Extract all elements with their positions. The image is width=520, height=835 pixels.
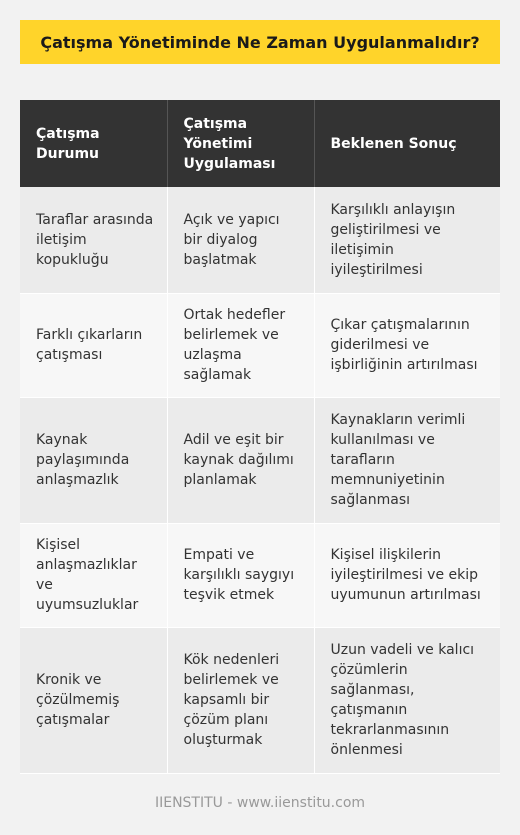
cell-practice: Açık ve yapıcı bir diyalog başlatmak xyxy=(167,187,314,293)
footer-credit: IIENSTITU - www.iienstitu.com xyxy=(154,795,366,811)
cell-situation: Farklı çıkarların çatışması xyxy=(20,293,167,397)
table-row xyxy=(20,397,500,523)
table-row xyxy=(20,627,500,773)
cell-result: Kişisel ilişkilerin iyileştirilmesi ve ekip uyumunun artırılması xyxy=(314,523,500,627)
cell-practice: Kök nedenleri belirlemek ve kapsamlı bir çözüm planı oluşturmak xyxy=(167,627,314,773)
table-row xyxy=(20,187,500,293)
cell-result: Çıkar çatışmalarının giderilmesi ve işbirliğinin artırılması xyxy=(314,293,500,397)
cell-practice: Ortak hedefler belirlemek ve uzlaşma sağlamak xyxy=(167,293,314,397)
cell-result: Uzun vadeli ve kalıcı çözümlerin sağlanması, çatışmanın tekrarlanmasının önlenmesi xyxy=(314,627,500,773)
cell-result: Karşılıklı anlayışın geliştirilmesi ve iletişimin iyileştirilmesi xyxy=(314,187,500,293)
page-title: Çatışma Yönetiminde Ne Zaman Uygulanmalıdır? xyxy=(40,32,480,52)
header-expected-result: Beklenen Sonuç xyxy=(314,100,500,187)
title-banner xyxy=(20,20,500,64)
table-header-row xyxy=(20,100,500,187)
cell-result: Kaynakların verimli kullanılması ve tarafların memnuniyetinin sağlanması xyxy=(314,397,500,523)
cell-situation: Kronik ve çözülmemiş çatışmalar xyxy=(20,627,167,773)
table-row xyxy=(20,293,500,397)
cell-situation: Kişisel anlaşmazlıklar ve uyumsuzluklar xyxy=(20,523,167,627)
header-conflict-situation: Çatışma Durumu xyxy=(20,100,167,187)
cell-situation: Kaynak paylaşımında anlaşmazlık xyxy=(20,397,167,523)
conflict-management-table xyxy=(20,100,500,774)
cell-practice: Adil ve eşit bir kaynak dağılımı planlamak xyxy=(167,397,314,523)
cell-situation: Taraflar arasında iletişim kopukluğu xyxy=(20,187,167,293)
table-row xyxy=(20,523,500,627)
cell-practice: Empati ve karşılıklı saygıyı teşvik etmek xyxy=(167,523,314,627)
header-management-practice: Çatışma Yönetimi Uygulaması xyxy=(167,100,314,187)
